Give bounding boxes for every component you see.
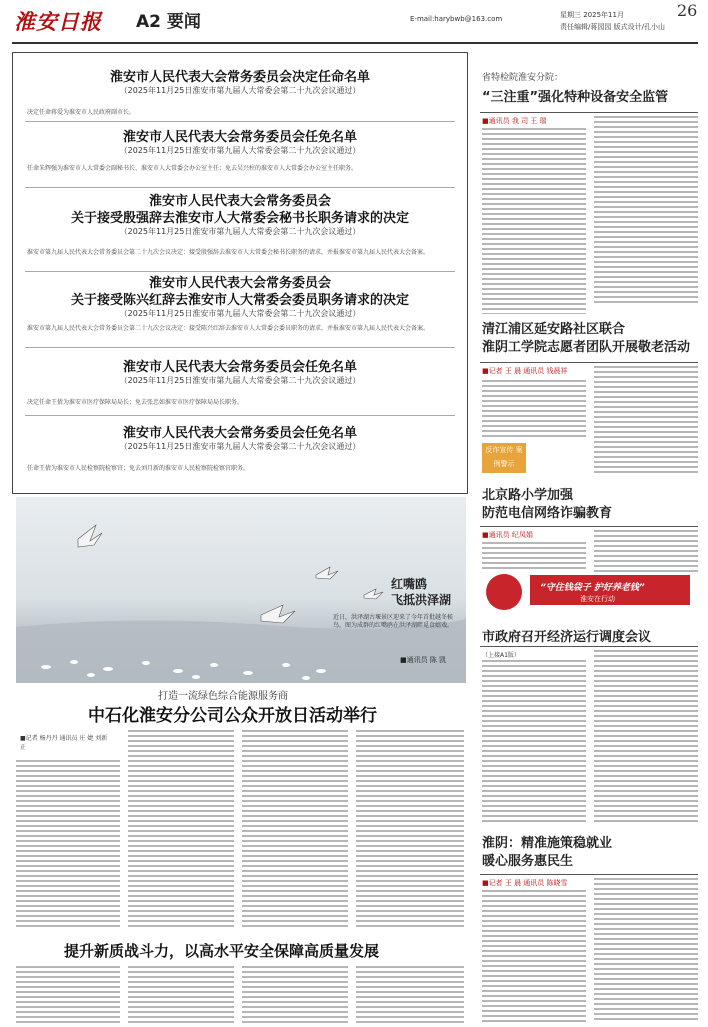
story-text-col3 [242,730,348,930]
right-story1-col2 [594,116,698,306]
decree-body: 决定任命蒋爱为淮安市人民政府副市长。 [27,109,136,116]
right-story3-col1 [482,542,586,572]
decree-5 [13,359,467,386]
decree-title: 淮安市人民代表大会常务委员会任免名单 [122,426,357,441]
decree-body: 任命朱辉强为淮安市人大常委会副秘书长、淮安市人大常委会办公室主任；免去吴兴柱的淮安市人大常委会办公室主任职务。 [27,165,358,172]
right-story1-col1 [482,128,586,314]
story-headline: 中石化淮安分公司公众开放日活动举行 [88,706,377,726]
rule [480,874,698,875]
banner-slogan: “守住钱袋子 护好养老钱” [540,583,645,593]
decree-title: 淮安市人民代表大会常务委员会任免名单 [122,130,357,145]
story-byline: ■记者 杨丹丹 通讯员 庄 婕 刘新正 [20,735,108,751]
right-story5-byline: ■记者 王 晨 通讯员 陈晓雪 [482,879,568,887]
divider [25,347,455,348]
right-story1-kicker: 省特检院淮安分院： [482,73,564,83]
contact-email: E-mail:harybwb@163.com [410,15,503,23]
story-kicker: 打造一流绿色综合能源服务商 [158,691,288,702]
decree-subtitle: （2025年11月25日淮安市第九届人大常委会第二十九次会议通过） [119,309,361,318]
issue-date: 星期三 2025年11月 [560,11,624,19]
divider [25,187,455,188]
decree-title: 淮安市人民代表大会常务委员会任免名单 [122,360,357,375]
story-text-col1 [16,760,120,930]
right-story2-headline: 清江浦区延安路社区联合 [482,322,626,337]
rule [480,526,698,527]
bottom-text-col1 [16,966,120,1024]
decree-body: 决定任命王倩为淮安市医疗保障局局长；免去张忠如淮安市医疗保障局局长职务。 [27,399,244,406]
right-story3-headline: 北京路小学加强 [482,488,574,503]
right-story5-headline-line2: 暖心服务惠民生 [482,854,574,869]
decree-2 [13,129,467,156]
header-rule [12,42,698,44]
decree-title: 淮安市人民代表大会常务委员会决定任命名单 [109,70,370,85]
decree-subtitle: （2025年11月25日淮安市第九届人大常委会第二十九次会议通过） [119,227,361,236]
masthead: 淮安日报 [14,9,102,34]
bottom-headline: 提升新质战斗力，以高水平安全保障高质量发展 [64,942,380,960]
divider [25,121,455,122]
decree-title-line2: 关于接受殷强辞去淮安市人大常委会秘书长职务请求的决定 [70,211,409,226]
bottom-text-col4 [356,966,464,1024]
decrees-box [12,52,468,494]
right-story2-col1 [482,380,586,438]
decree-body: 淮安市第九届人民代表大会常务委员会第二十九次会议决定：接受陈兴红辞去淮安市人大常委会委员职务的请求，并报淮安市第九届人民代表大会备案。 [27,325,430,332]
right-story4-col1 [482,660,586,822]
right-story3-byline: ■通讯员 纪凤娟 [482,531,533,539]
photo-caption: 近日，洪泽湖古堰景区迎来了今年首批越冬候鸟，图为成群的红嘴鸥在洪泽湖畔觅食嬉戏。 [333,614,454,629]
photo-title-line1: 红嘴鸥 [391,577,428,591]
right-story3-col2 [594,530,698,572]
decree-4 [13,275,467,319]
decree-3 [13,193,467,237]
decree-subtitle: （2025年11月25日淮安市第九届人大常委会第二十九次会议通过） [119,86,361,95]
right-story3-headline-line2: 防范电信网络诈骗教育 [482,506,613,521]
right-story4-col2 [594,650,698,822]
decree-6 [13,425,467,452]
fraud-badge: 反诈宣传 案例警示 [482,443,526,473]
bottom-text-col2 [128,966,234,1024]
decree-body: 淮安市第九届人民代表大会常务委员会第二十九次会议决定：接受殷强辞去淮安市人大常委会秘书长职务的请求，并报淮安市第九届人民代表大会备案。 [27,249,430,256]
story-text-col4 [356,730,464,930]
shield-icon [486,574,522,610]
right-story5-col1 [482,890,586,1022]
right-story2-headline-line2: 淮阴工学院志愿者团队开展敬老活动 [482,340,691,355]
banner-subtitle: 淮安在行动 [580,595,615,603]
story-text-col2 [128,730,234,930]
decree-subtitle: （2025年11月25日淮安市第九届人大常委会第二十九次会议通过） [119,376,361,385]
photo-title-line2: 飞抵洪泽湖 [391,593,452,607]
photo-credit: ■通讯员 陈 凯 [400,656,447,664]
right-story2-byline: ■记者 王 晨 通讯员 钱晨祥 [482,367,568,375]
divider [25,271,455,272]
right-story2-col2 [594,366,698,476]
right-story5-col2 [594,878,698,1022]
editors-line: 责任编辑/蒋园园 版式设计/孔小山 [560,23,665,31]
rule [480,646,698,647]
right-story4-byline: （上接A1版） [482,652,520,659]
section-label: A2 要闻 [136,12,201,32]
decree-1 [13,69,467,96]
right-story4-headline: 市政府召开经济运行调度会议 [482,630,652,645]
decree-title: 淮安市人民代表大会常务委员会 [148,194,331,209]
decree-subtitle: （2025年11月25日淮安市第九届人大常委会第二十九次会议通过） [119,442,361,451]
page-header [0,0,708,44]
right-story1-headline: “三注重”强化特种设备安全监管 [482,90,669,105]
right-story1-byline: ■通讯员 我 司 王 瑞 [482,117,547,125]
decree-subtitle: （2025年11月25日淮安市第九届人大常委会第二十九次会议通过） [119,146,361,155]
divider [25,415,455,416]
decree-title-line2: 关于接受陈兴红辞去淮安市人大常委会委员职务请求的决定 [70,293,409,308]
decree-body: 任命王倩为淮安市人民检察院检察官；免去刘月新的淮安市人民检察院检察官职务。 [27,465,250,472]
page-number: 26 [677,1,698,20]
right-story5-headline: 淮阴：精准施策稳就业 [482,836,613,851]
bottom-text-col3 [242,966,348,1024]
rule [480,362,698,363]
rule [480,112,698,113]
decree-title: 淮安市人民代表大会常务委员会 [148,276,331,291]
